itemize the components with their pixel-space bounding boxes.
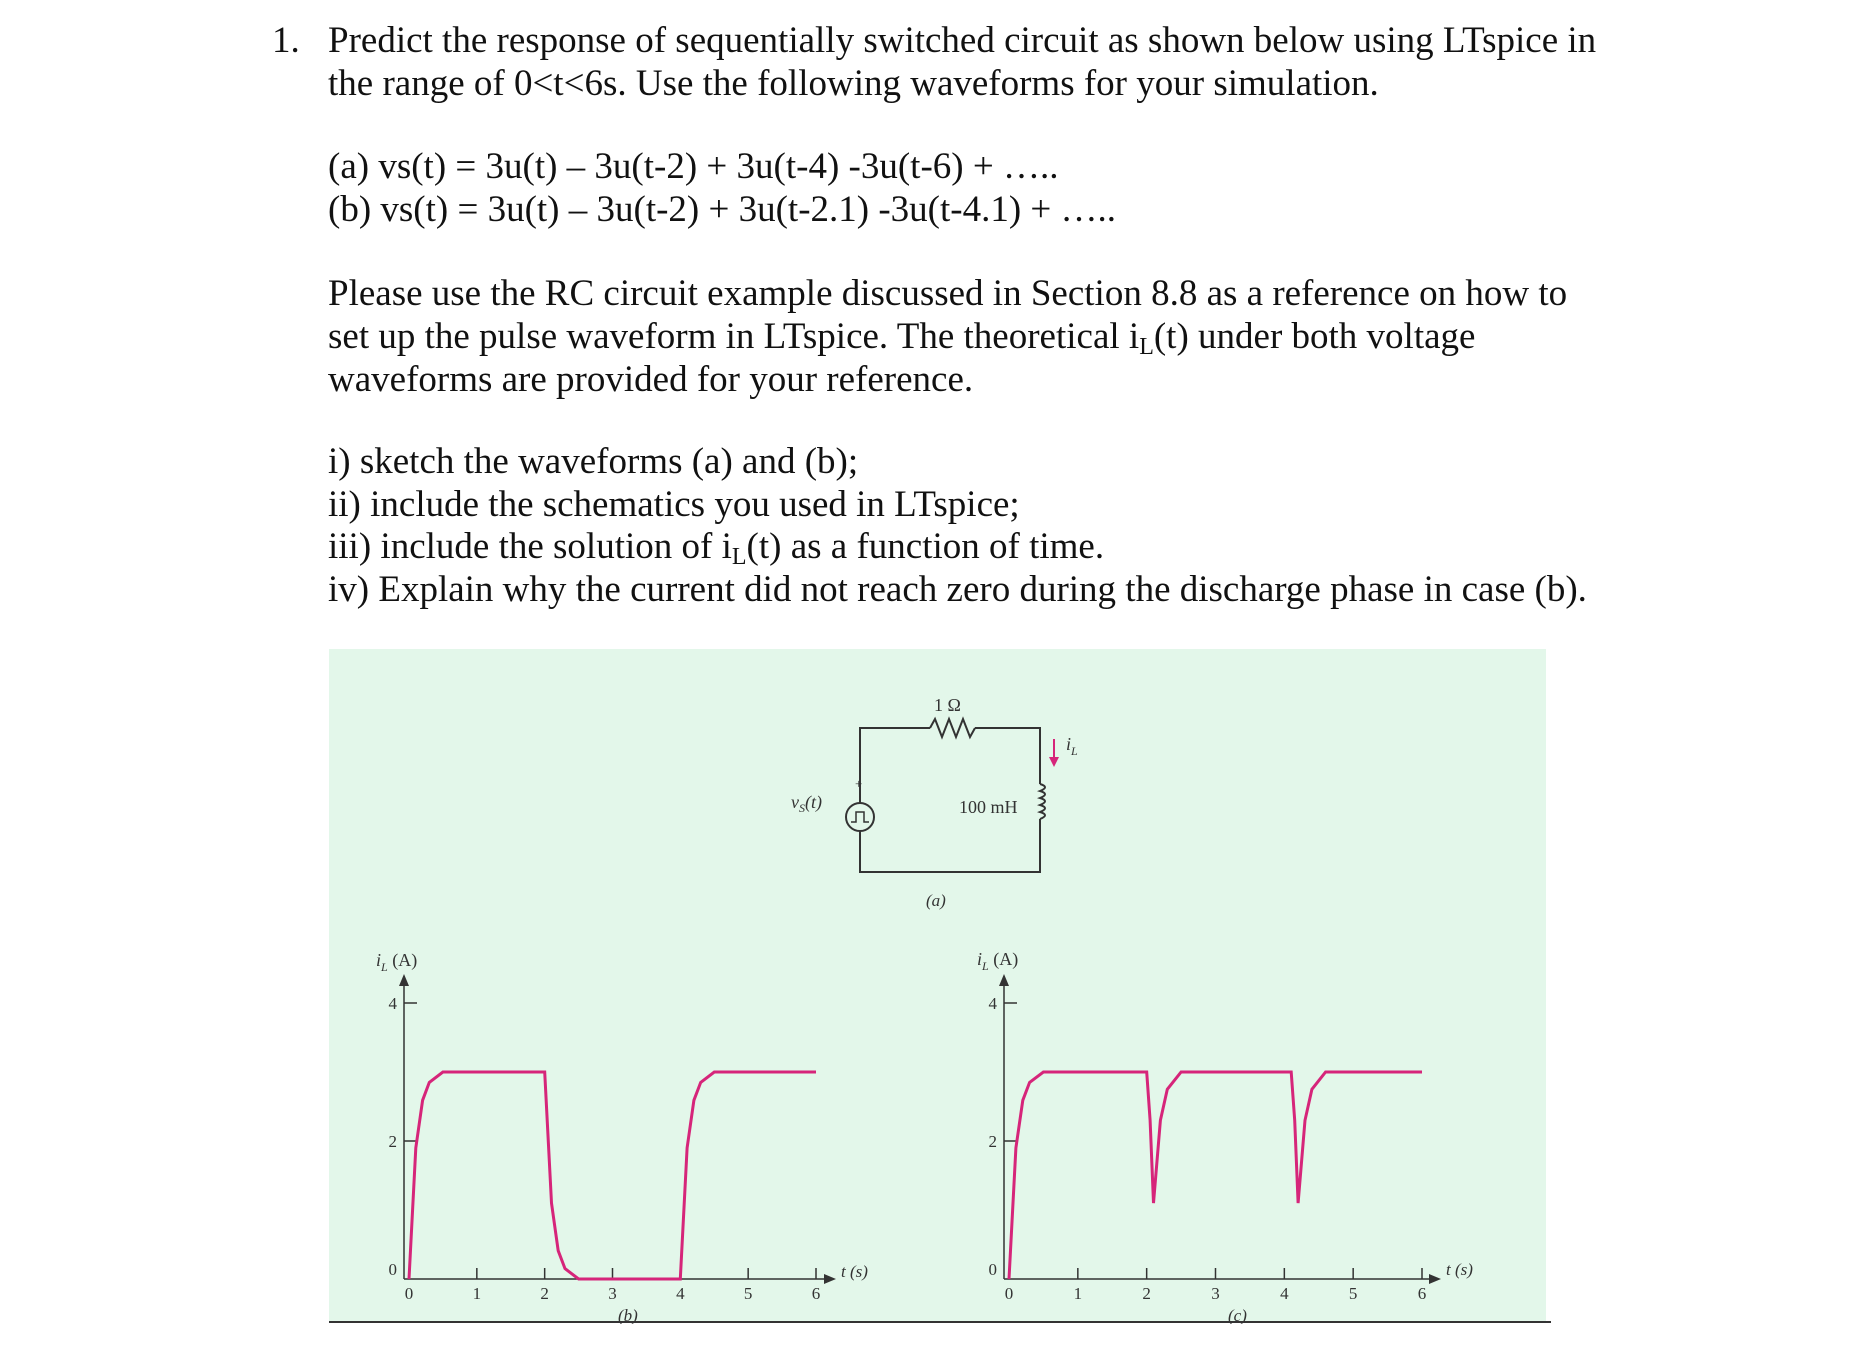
source-label <box>791 792 822 815</box>
chart-c-axes <box>1004 983 1434 1279</box>
task-i: i) sketch the waveforms (a) and (b); <box>328 441 859 482</box>
chart-c-y-label-unit: (A) <box>988 949 1019 969</box>
chart-b-x-tick-label: 0 <box>404 1284 414 1303</box>
chart-b-ticks <box>389 994 821 1303</box>
chart-c-series-iL <box>1009 1072 1422 1279</box>
chart-c-y-tick-label: 2 <box>988 1132 997 1151</box>
chart-c-x-tick-label: 6 <box>1417 1284 1427 1303</box>
task-iv: iv) Explain why the current did not reach zero during the discharge phase in case (b). <box>328 569 1587 610</box>
chart-b-y-label-i: i <box>376 950 382 970</box>
problem-number: 1. <box>272 20 300 61</box>
inductor-label: 100 mH <box>959 797 1018 817</box>
voltage-source-plus: + <box>855 776 863 791</box>
chart-b-y-label-unit: (A) <box>387 950 418 970</box>
chart-b-y-tick-label: 2 <box>388 1132 397 1151</box>
chart-c-y-label-sub: L <box>982 959 989 973</box>
inductor-symbol <box>1040 784 1045 819</box>
source-label-v: v <box>791 792 799 812</box>
resistor-symbol <box>930 719 975 737</box>
reference-line-2-post: (t) under both voltage <box>1153 316 1476 357</box>
intro-line-2: the range of 0<t<6s. Use the following waveforms for your simulation. <box>328 63 1379 104</box>
chart-c <box>977 949 1473 1324</box>
chart-b-y-arrow <box>399 974 409 986</box>
current-label-i: i <box>1066 734 1072 754</box>
chart-b-x-arrow <box>824 1274 836 1284</box>
chart-b-y-tick-label: 0 <box>388 1260 397 1279</box>
chart-b-x-tick-label: 1 <box>472 1284 482 1303</box>
chart-b-x-tick-label: 6 <box>811 1284 821 1303</box>
reference-line-2 <box>328 318 1475 359</box>
chart-c-x-tick-label: 2 <box>1142 1284 1151 1303</box>
voltage-source-symbol <box>846 803 874 831</box>
chart-c-caption: (c) <box>1228 1306 1247 1324</box>
current-label <box>1066 734 1078 758</box>
chart-c-y-tick-label: 0 <box>988 1260 997 1279</box>
reference-line-1: Please use the RC circuit example discussed in Section 8.8 as a reference on how to <box>328 273 1568 314</box>
chart-b-caption: (b) <box>618 1306 638 1324</box>
chart-b <box>376 950 868 1324</box>
chart-c-x-label: t (s) <box>1446 1260 1473 1279</box>
task-ii: ii) include the schematics you used in LTspice; <box>328 484 1020 525</box>
current-arrow <box>1049 739 1059 767</box>
chart-c-x-tick-label: 4 <box>1280 1284 1289 1303</box>
task-iii <box>328 528 1104 569</box>
chart-c-y-tick-label: 4 <box>988 994 997 1013</box>
chart-c-x-tick-label: 0 <box>1004 1284 1014 1303</box>
chart-b-x-tick-label: 2 <box>540 1284 549 1303</box>
task-iii-post: (t) as a function of time. <box>746 526 1105 567</box>
waveform-a: (a) vs(t) = 3u(t) – 3u(t-2) + 3u(t-4) -3u(t-6) + ….. <box>328 146 1059 187</box>
intro-line-1: Predict the response of sequentially switched circuit as shown below using LTspice in <box>328 20 1597 61</box>
chart-c-y-label-i: i <box>977 949 983 969</box>
chart-c-x-tick-label: 3 <box>1211 1284 1220 1303</box>
current-label-sub: L <box>1071 744 1078 758</box>
chart-b-x-tick-label: 3 <box>608 1284 617 1303</box>
chart-c-x-arrow <box>1429 1274 1441 1284</box>
circuit-caption: (a) <box>926 891 946 910</box>
chart-b-axes <box>404 983 829 1279</box>
chart-b-x-tick-label: 5 <box>743 1284 753 1303</box>
waveform-b: (b) vs(t) = 3u(t) – 3u(t-2) + 3u(t-2.1) -3u(t-4.1) + ….. <box>328 189 1117 230</box>
circuit-wire-top-left <box>860 728 930 804</box>
task-iii-pre: iii) include the solution of i <box>328 526 732 567</box>
task-iii-sub: L <box>731 544 747 570</box>
source-label-sub: S <box>799 801 805 815</box>
chart-b-y-label-sub: L <box>381 960 388 974</box>
chart-b-x-tick-label: 4 <box>676 1284 685 1303</box>
chart-c-y-label <box>977 949 1018 973</box>
source-label-arg: (t) <box>805 792 822 812</box>
figure <box>329 649 1551 1324</box>
chart-c-x-tick-label: 5 <box>1348 1284 1358 1303</box>
circuit-diagram <box>846 719 1045 872</box>
chart-b-y-tick-label: 4 <box>388 994 397 1013</box>
circuit-wire-right-bottom <box>860 819 1040 872</box>
chart-c-x-tick-label: 1 <box>1073 1284 1083 1303</box>
pulse-glyph <box>851 812 869 822</box>
chart-b-x-label: t (s) <box>841 1262 868 1281</box>
chart-c-y-arrow <box>999 974 1009 986</box>
reference-line-3: waveforms are provided for your reference. <box>328 359 974 400</box>
reference-line-2-pre: set up the pulse waveform in LTspice. The theoretical i <box>328 316 1140 357</box>
chart-c-ticks <box>989 994 1427 1303</box>
chart-b-y-label <box>376 950 417 974</box>
chart-b-series-iL <box>409 1072 816 1279</box>
reference-line-2-sub: L <box>1139 334 1154 360</box>
circuit-wire-top-right <box>975 728 1040 784</box>
resistor-label: 1 Ω <box>934 695 961 715</box>
